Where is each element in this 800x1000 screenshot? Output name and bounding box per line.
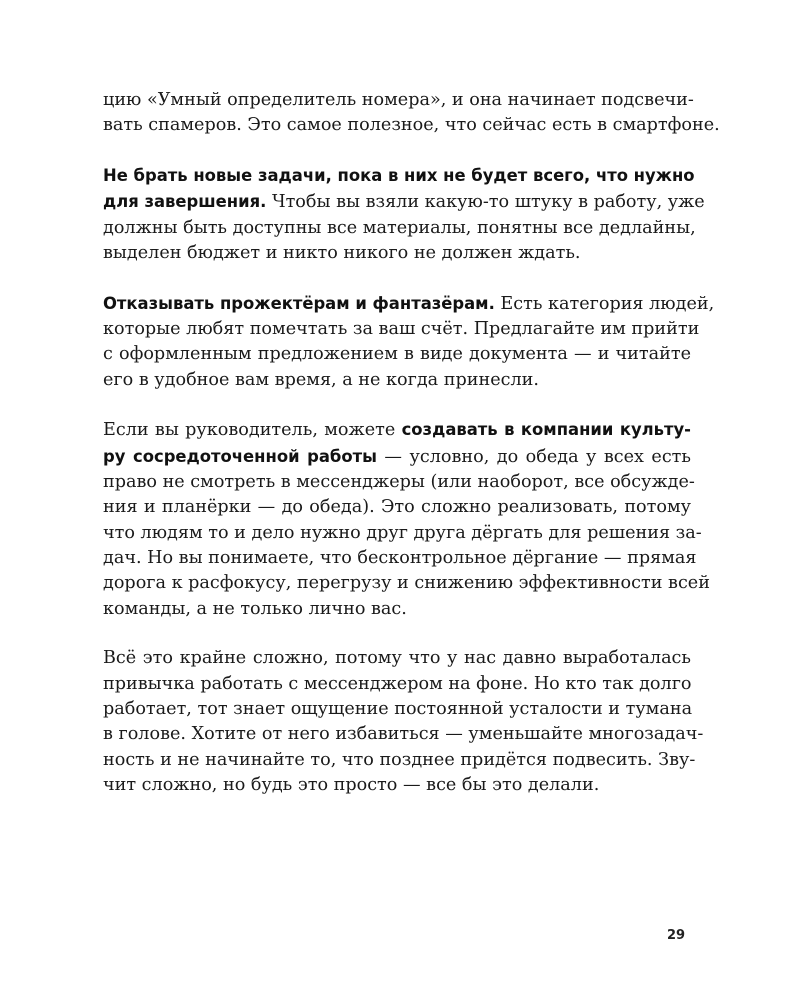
text-line	[103, 672, 691, 697]
text-run: которые любят помечтать за ваш счёт. Предлагайте им прийти	[103, 319, 700, 340]
text-line	[103, 291, 715, 317]
text-line	[103, 697, 691, 722]
text-line	[103, 216, 696, 241]
text-run: ность и не начинайте то, что позднее придётся подвесить. Зву-	[103, 749, 696, 770]
text-run: — условно, до обеда у всех есть	[376, 446, 691, 467]
text-line	[103, 241, 691, 266]
text-run: привычка работать с мессенджером на фоне. Но кто так долго	[103, 673, 692, 694]
page-number: 29	[667, 928, 686, 943]
text-line	[103, 495, 691, 520]
text-run: право не смотреть в мессенджеры (или наоборот, все обсужде-	[103, 472, 695, 493]
text-line	[103, 773, 691, 798]
text-line	[103, 748, 696, 773]
text-run: чит сложно, но будь это просто — все бы это делали.	[103, 774, 600, 795]
text-line	[103, 189, 705, 215]
text-line	[103, 470, 695, 495]
text-run: Если вы руководитель, можете	[103, 420, 402, 441]
bold-phrase: ру сосредоточенной работы	[103, 446, 377, 466]
text-run: вать спамеров. Это самое полезное, что сейчас есть в смартфоне.	[103, 115, 720, 136]
text-run: цию «Умный определитель номера», и она начинает подсвечи-	[103, 90, 694, 110]
text-run: ния и планёрки — до обеда). Это сложно реализовать, потому	[103, 497, 691, 518]
text-line	[103, 342, 691, 367]
text-line	[103, 546, 697, 571]
text-run: Всё это крайне сложно, потому что у нас давно выработалась	[103, 648, 691, 669]
paragraph	[103, 417, 710, 621]
paragraph	[103, 646, 704, 798]
text-run: команды, а не только лично вас.	[103, 598, 407, 619]
text-line	[103, 571, 710, 596]
paragraph	[103, 88, 720, 139]
text-line	[103, 521, 702, 546]
body-text	[103, 88, 720, 823]
text-line	[103, 722, 704, 747]
text-line	[103, 597, 691, 622]
text-run: работает, тот знает ощущение постоянной усталости и тумана	[103, 698, 693, 719]
text-line	[103, 317, 700, 342]
text-line	[103, 444, 691, 470]
text-run: дач. Но вы понимаете, что бесконтрольное дёргание — прямая	[103, 547, 697, 568]
text-run: с оформленным предложением в виде документа — и читайте	[103, 344, 691, 365]
text-run: Чтобы вы взяли какую-то штуку в работу, уже	[266, 192, 705, 213]
text-run: должны быть доступны все материалы, понятны все дедлайны,	[103, 217, 696, 238]
text-line	[103, 646, 691, 671]
text-run: выделен бюджет и никто никого не должен ждать.	[103, 242, 581, 263]
paragraph	[103, 163, 705, 266]
text-run: Есть категория людей,	[494, 293, 715, 314]
text-run: в голове. Хотите от него избавиться — уменьшайте многозадач-	[103, 724, 704, 745]
text-run: дорога к расфокусу, перегрузу и снижению эффективности всей	[103, 573, 710, 594]
bold-phrase: создавать в компании культу-	[401, 420, 691, 440]
paragraph	[103, 291, 715, 393]
bold-phrase: Отказывать прожектёрам и фантазёрам.	[103, 293, 495, 313]
text-line	[103, 368, 691, 393]
text-line	[103, 88, 694, 113]
text-line	[103, 113, 720, 138]
text-run: его в удобное вам время, а не когда принесли.	[103, 369, 539, 390]
text-run: что людям то и дело нужно друг друга дёргать для решения за-	[103, 522, 702, 543]
bold-phrase: для завершения.	[103, 192, 267, 212]
text-line	[103, 163, 695, 189]
text-line	[103, 417, 691, 443]
bold-phrase: Не брать новые задачи, пока в них не будет всего, что нужно	[103, 166, 695, 186]
